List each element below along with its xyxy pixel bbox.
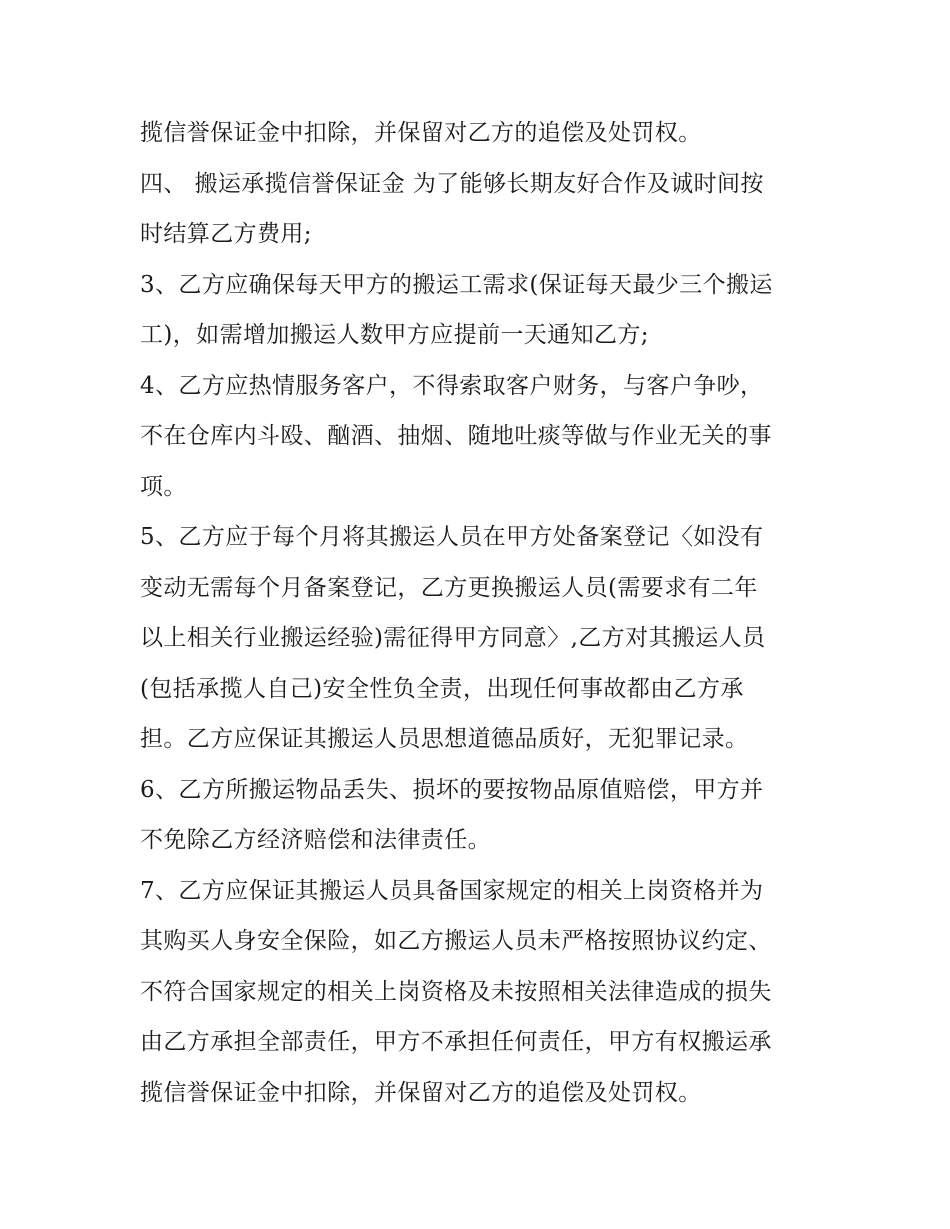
text-line: 不免除乙方经济赔偿和法律责任。 — [140, 827, 491, 853]
text-line: 项。 — [140, 473, 187, 500]
text-line: 7、乙方应保证其搬运人员具备国家规定的相关上岗资格并为 — [140, 877, 764, 904]
text-line: 四、 搬运承揽信誉保证金 为了能够长期友好合作及诚时间按 — [140, 170, 764, 197]
text-line: 3、乙方应确保每天甲方的搬运工需求(保证每天最少三个搬运 — [140, 271, 773, 298]
text-line: 担。乙方应保证其搬运人员思想道德品质好，无犯罪记录。 — [140, 726, 749, 752]
text-line: 变动无需每个月备案登记，乙方更换搬运人员(需要求有二年 — [140, 574, 758, 601]
text-line: 其购买人身安全保险，如乙方搬运人员未严格按照协议约定、 — [140, 928, 772, 954]
text-line: 时结算乙方费用; — [140, 221, 312, 247]
text-line: 工)，如需增加搬运人数甲方应提前一天通知乙方; — [140, 322, 649, 348]
text-line: 4、乙方应热情服务客户，不得索取客户财务，与客户争吵， — [140, 372, 764, 399]
text-line: 揽信誉保证金中扣除，并保留对乙方的追偿及处罚权。 — [140, 120, 702, 146]
text-line: 5、乙方应于每个月将其搬运人员在甲方处备案登记〈如没有 — [140, 524, 764, 550]
text-line: 6、乙方所搬运物品丢失、损坏的要按物品原值赔偿，甲方并 — [140, 776, 764, 803]
text-line: 由乙方承担全部责任，甲方不承担任何责任，甲方有权搬运承 — [140, 1029, 772, 1055]
text-line: 揽信誉保证金中扣除，并保留对乙方的追偿及处罚权。 — [140, 1079, 702, 1106]
text-line: (包括承揽人自己)安全性负全责，出现任何事故都由乙方承 — [140, 675, 744, 702]
text-line: 不符合国家规定的相关上岗资格及未按照相关法律造成的损失 — [140, 978, 772, 1005]
text-line: 不在仓库内斗殴、酗酒、抽烟、随地吐痰等做与作业无关的事 — [140, 423, 772, 449]
text-line: 以上相关行业搬运经验)需征得甲方同意〉,乙方对其搬运人员 — [140, 625, 766, 651]
document-body — [140, 108, 820, 1118]
